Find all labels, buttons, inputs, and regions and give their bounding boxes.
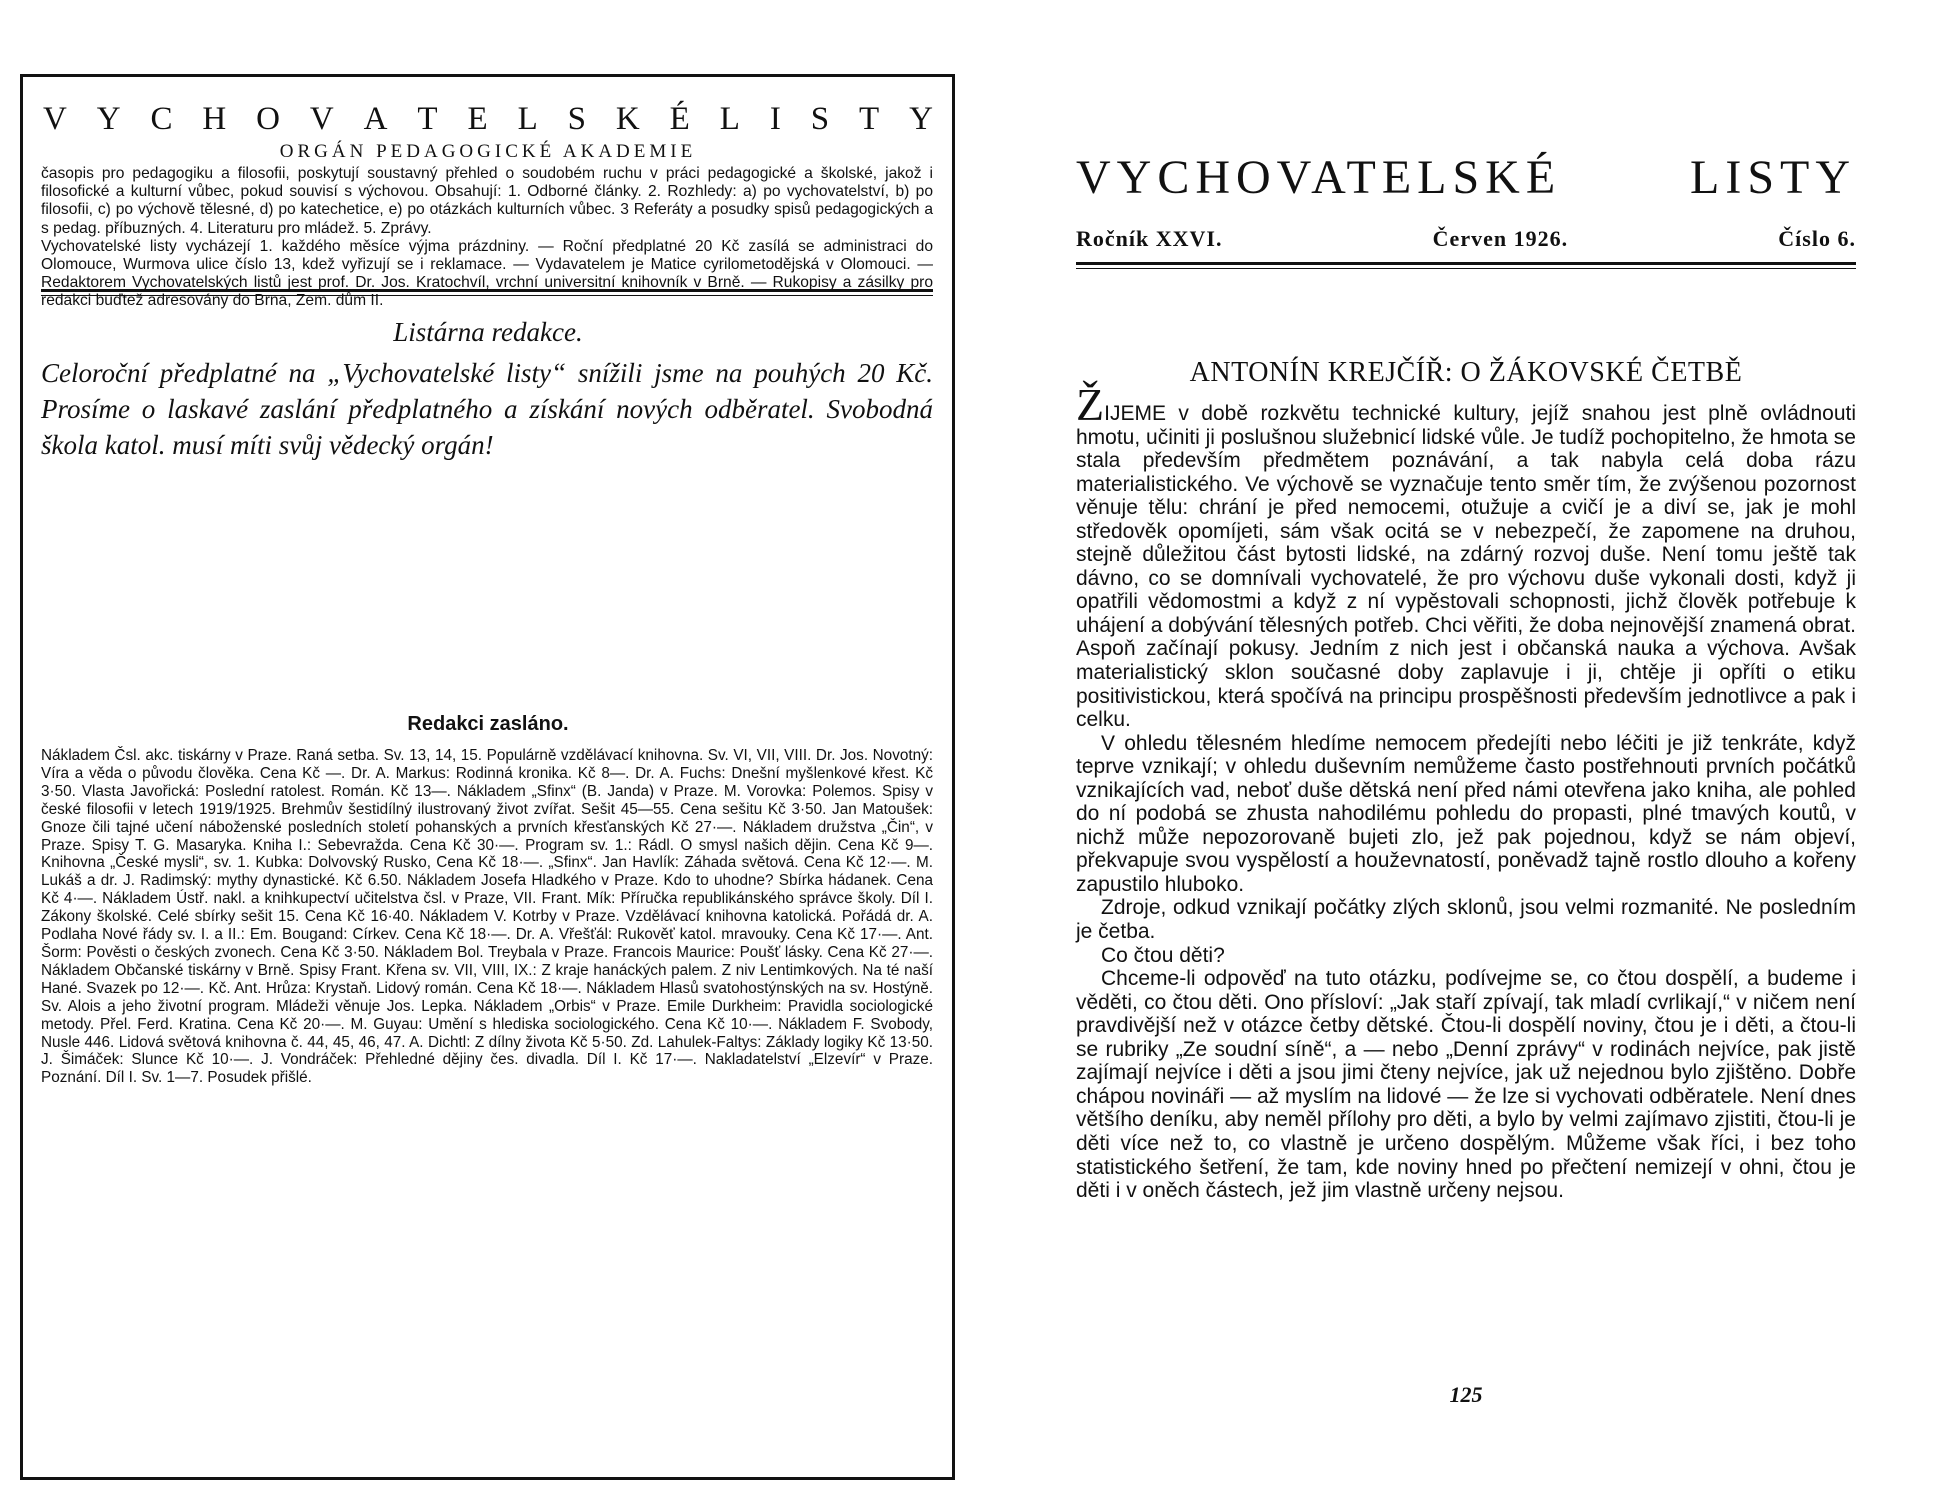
masthead-letter: L (719, 101, 740, 137)
volume: Ročník XXVI. (1076, 226, 1223, 251)
masthead-title (43, 99, 933, 139)
listarna-title: Listárna redakce. (393, 317, 583, 347)
divider (1076, 262, 1856, 265)
masthead-letter: O (256, 101, 281, 137)
article-paragraph: Zdroje, odkud vznikají počátky zlých sklonů, jsou velmi rozmanité. Ne posledním je četba. (1076, 896, 1856, 944)
article-paragraph: Co čtou děti? (1101, 943, 1225, 967)
page-number: 125 (1449, 1382, 1483, 1407)
masthead-letter: S (567, 101, 587, 137)
masthead-letter: É (669, 101, 690, 137)
masthead-letter: E (467, 101, 488, 137)
article-paragraph: Chceme-li odpověď na tuto otázku, podívejme se, co čtou dospělí, a budeme i věděti, co čtou děti. Ono přísloví: „Jak staří zpívají, tak mladí cvrlikají,“ v ničem není pravdivější než v otázce četby dětské. Čtou-li dospělí noviny, čtou je i děti, a čtou-li se rubriky „Ze soudní síně“, a — nebo „Denní zprávy“ v rodinách nejvíce, pak jistě zajímají nejvíce i děti a jsou jimi čteny nejvíce, jak už nejednou bylo zjištěno. Dobře chápou novináři — až myslím na lidové — že lze si vychovati odběratele. Není dnes většího deníku, aby neměl přílohy pro děti, a bylo by velmi zajímavo zjistiti, čtou-li je děti více než to, co vlastně je určeno dospělým. Můžeme však říci, i bez toho statistického šetření, že tam, kde noviny hned po přečtení nemizejí v ohni, čtou je děti i v oněch částech, jež jim vlastně určeny nejsou. (1076, 967, 1856, 1203)
masthead-subtitle: ORGÁN PEDAGOGICKÉ AKADEMIE (279, 141, 697, 162)
issue-meta (1076, 226, 1856, 252)
masthead-letter: S (810, 101, 830, 137)
masthead-frame (20, 74, 955, 1480)
paragraph-text: IJEME v době rozkvětu technické kultury, jejíž snahou jest plně ovládnouti hmotu, učiniti ji poslušnou služebnicí lidské vůle. Je tudíž pochopitelno, že hmota se stala především předmětem poznávání, a tak nabyla celá doba rázu materialistického. Ve výchově se vyznačuje tento směr tím, že zvýšenou pozornost věnuje tělu: chrání je před nemocemi, otužuje a cvičí je a diví se, jak je mohl středověk opomíjeti, sám však ocitá se v nebezpečí, že zapomene na druhou, stejně důležitou část bytosti lidské, na zdárný rozvoj duše. Není tomu ještě tak dávno, co se domnívali vychovatelé, že pro výchovu duše vykonali dosti, když ji opatřili vědomostmi a když z ní vypěstovali schopnosti, jichž člověk potřebuje k uhájení a dobývání tělesných potřeb. Chci věřiti, že doba nejnovější znamená obrat. Aspoň začínají pokusy. Jedním z nich jest i občanská nauka a výchova. Avšak materialistický sklon současné doby zaplavuje i ji, chtěje ji opříti o etiku positivistickou, která spočívá na principu prospěšnosti především jednotlivce a pak i celku. (1076, 402, 1856, 732)
masthead-letter: V (43, 101, 67, 137)
divider (41, 295, 933, 296)
issue-date: Červen 1926. (1432, 226, 1569, 251)
masthead-letter: H (202, 101, 227, 137)
article-heading: ANTONÍN KREJČÍŘ: O ŽÁKOVSKÉ ČETBĚ (1189, 357, 1743, 388)
masthead-letter: Y (909, 101, 933, 137)
masthead-letter: V (309, 101, 334, 137)
drop-cap: Ž (1076, 379, 1105, 430)
masthead-letter: Y (96, 101, 121, 137)
listarna-text: Celoroční předplatné na „Vychovatelské listy“ snížili jsme na pouhých 20 Kč. Prosíme o laskavé zaslání předplatného a získání nových odběratel. Svobodná škola katol. musí míti svůj vědecký orgán! (41, 358, 933, 460)
right-page (976, 0, 1952, 1501)
article-paragraph: V ohledu tělesném hledíme nemocem předejíti nebo léčiti je již tenkráte, když teprve vznikají; v ohledu duševním nemůžeme často postřehnouti prvních počátků vznikajících vad, neboť duše dětská není před námi otevřena jako kniha, ale pohled do ní podobá se zhusta nahodilému pohledu do propasti, plné tmavých koutů, v nichž může nepozorovaně bujeti zlo, jež pak pojednou, když se nám objeví, překvapuje svou vyspělostí a houževnatostí, poněvadž tajně rostlo dlouho a kořeny zapustilo hluboko. (1076, 731, 1856, 896)
journal-description: časopis pro pedagogiku a filosofii, poskytují soustavný přehled o soudobém ruchu v práci pedagogické a školské, jakož i filosofické a kulturní vůbec, pokud souvisí s výchovou. Obsahují: 1. Odborné články. 2. Rozhledy: a) po vychovatelství, b) po filosofii, c) po výchově tělesné, d) po katechetice, e) po otázkách kulturních vůbec. 3 Referáty a posudky spisů pedagogických a s pedag. příbuzných. 4. Literaturu pro mládež. 5. Zprávy. (41, 165, 933, 237)
article-paragraph (1076, 379, 1856, 732)
masthead-letter: L (517, 101, 538, 137)
masthead-letter: T (417, 101, 438, 137)
masthead-letter: C (150, 101, 173, 137)
journal-title-word: VYCHOVATELSKÉ (1076, 151, 1562, 204)
redakci-title: Redakci zasláno. (407, 713, 569, 735)
journal-publishing-info: Vychovatelské listy vycházejí 1. každého měsíce výjma prázdniny. — Roční předplatné 20 Kč zasílá se administraci do Olomouce, Wurmova ulice číslo 13, kdež vyřizují se i reklamace. — Vydavatelem je Matice cyrilometodějská v Olomouci. — Redaktorem Vychovatelských listů jest prof. Dr. Jos. Kratochvíl, vrchní universitní knihovník v Brně. — Rukopisy a zásilky pro redakci buďtež adresovány do Brna, Zem. dům II. (41, 237, 933, 310)
journal-title (1076, 150, 1856, 206)
masthead-letter: K (615, 101, 640, 137)
issue-number: Číslo 6. (1778, 226, 1856, 251)
masthead-letter: T (859, 101, 880, 137)
article-body (1076, 379, 1856, 1203)
divider (1076, 268, 1856, 269)
redakci-text: Nákladem Čsl. akc. tiskárny v Praze. Raná setba. Sv. 13, 14, 15. Populárně vzdělávací knihovna. Sv. VI, VII, VIII. Dr. Jos. Novotný: Víra a věda o původu člověka. Cena Kč —. Dr. A. Markus: Rodinná kronika. Kč 8—. Dr. A. Fuchs: Dnešní myšlenkové křest. Kč 3·50. Vlasta Javořická: Poslední ratolest. Román. Kč 13—. Nákladem „Sfinx“ (B. Janda) v Praze. M. Vorovka: Polemos. Spisy v české filosofii v letech 1919/1925. Brehmův šestidílný ilustrovaný život zvířat. Sešit 45—55. Cena sešitu Kč 3·50. Jan Matoušek: Gnoze čili tajné učení náboženské posledních století pohanských a prvních křesťanských Kč 27·—. Nákladem družstva „Čin“, v Praze. Spisy T. G. Masaryka. Kniha I.: Sebevražda. Cena Kč 30·—. Program sv. 1.: Rádl. O smysl našich dějin. Cena Kč 9—. Knihovna „České mysli“, sv. 1. Kubka: Dolvovský Rusko, Cena Kč 18·—. „Sfinx“. Jan Havlík: Záhada světová. Cena Kč 12·—. M. Lukáš a dr. J. Radimský: mythy dynastické. Kč 6.50. Nákladem Josefa Hladkého v Praze. Kdo to uhodne? Sbírka hádanek. Cena Kč 4·—. Nákladem Ústř. nakl. a knihkupectví učitelstva čsl. v Praze, VII. Frant. Mík: Příručka republikánského správce školy. Díl I. Zákony školské. Celé sbírky sešit 15. Cena Kč 16·40. Nákladem V. Kotrby v Praze. Vzdělávací knihovna katolická. Pořádá dr. A. Podlaha Nové řády sv. I. a II.: Em. Bougand: Církev. Cena Kč 18·—. Dr. A. Vřešťál: Rukověť katol. mravouky. Cena Kč 17·—. Ant. Šorm: Pověsti o českých zvonech. Cena Kč 3·50. Nákladem Bol. Treybala v Praze. Francois Maurice: Poušť lásky. Cena Kč 27·—. Nákladem Občanské tiskárny v Brně. Spisy Frant. Křena sv. VII, VIII, IX.: Z kraje hanáckých palem. Z niv Lentimkových. Na té naší Hané. Svazek po 12·—. Kč. Ant. Hrůza: Krystaň. Lidový román. Cena Kč 18·—. Nákladem Hlasů svatohostýnských na sv. Hostýně. Sv. Alois a jeho životní program. Mládeži věnuje Jos. Lepka. Nákladem „Orbis“ v Praze. Emile Durkheim: Pravidla sociologické metody. Přel. Ferd. Kratina. Cena Kč 20·—. M. Guyau: Umění s hlediska sociologického. Cena Kč 10·—. Nákladem F. Svobody, Nusle 446. Lidová světová knihovna č. 44, 45, 46, 47. A. Dichtl: Z dílny života Kč 5·50. Zd. Lahulek-Faltys: Základy logiky Kč 13·50. J. Šimáček: Slunce Kč 10·—. J. Vondráček: Přehledné dějiny čes. divadla. Díl I. Kč 17·—. Nakladatelství „Elzevír“ v Praze. Poznání. Díl I. Sv. 1—7. Posudek přišlé. (41, 747, 933, 1087)
masthead-letter: A (363, 101, 388, 137)
journal-title-word: LISTY (1690, 151, 1856, 204)
divider (41, 289, 933, 292)
masthead-letter: I (769, 101, 781, 137)
